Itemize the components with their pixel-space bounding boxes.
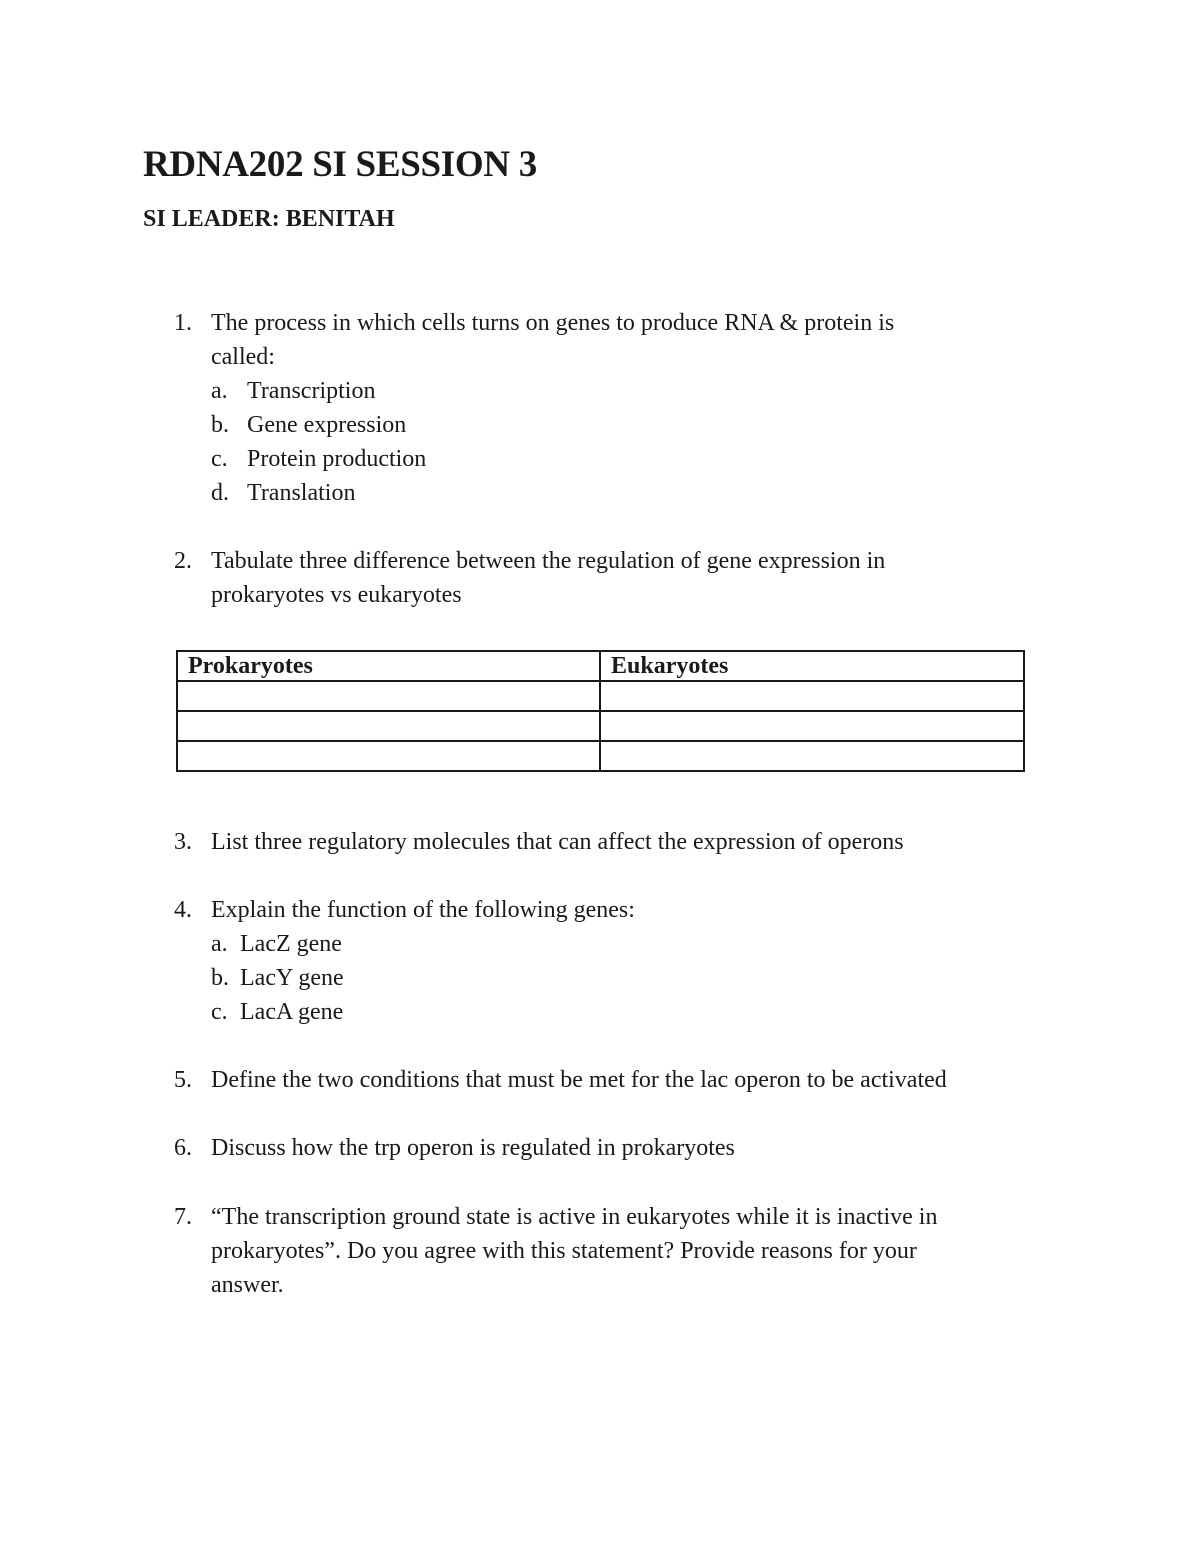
question-line: “The transcription ground state is active in eukaryotes while it is inactive in xyxy=(211,1204,938,1230)
table-cell[interactable] xyxy=(600,681,1024,711)
question-line: prokaryotes vs eukaryotes xyxy=(211,582,462,608)
option-letter: a. xyxy=(211,378,228,404)
table-cell[interactable] xyxy=(177,681,600,711)
option-text: Translation xyxy=(247,480,356,506)
table-row xyxy=(177,741,1024,771)
option-text: Protein production xyxy=(247,446,427,472)
table-row xyxy=(177,711,1024,741)
option-letter: b. xyxy=(211,965,229,991)
option-text: LacY gene xyxy=(240,965,344,991)
column-header-eukaryotes: Eukaryotes xyxy=(600,651,1024,681)
table-cell[interactable] xyxy=(177,741,600,771)
question-line: The process in which cells turns on genes to produce RNA & protein is xyxy=(211,310,895,336)
comparison-table xyxy=(176,650,1025,772)
question-3 xyxy=(174,825,1074,859)
question-number: 6. xyxy=(174,1135,192,1161)
question-2 xyxy=(174,544,1074,612)
question-4 xyxy=(174,893,1074,1029)
option-list xyxy=(174,927,1074,1029)
option-text: LacA gene xyxy=(240,999,344,1025)
question-number: 5. xyxy=(174,1067,192,1093)
option-text: Gene expression xyxy=(247,412,407,438)
question-line: Tabulate three difference between the regulation of gene expression in xyxy=(211,548,886,574)
question-number: 4. xyxy=(174,897,192,923)
table-header-row xyxy=(177,651,1024,681)
option-letter: b. xyxy=(211,412,229,438)
option-item xyxy=(174,927,1074,961)
option-item xyxy=(174,476,1074,510)
option-item xyxy=(174,374,1074,408)
option-item xyxy=(174,995,1074,1029)
question-line: Define the two conditions that must be met for the lac operon to be activated xyxy=(211,1067,947,1093)
question-number: 7. xyxy=(174,1204,192,1230)
option-letter: a. xyxy=(211,931,228,957)
question-number: 1. xyxy=(174,310,192,336)
question-line: List three regulatory molecules that can affect the expression of operons xyxy=(211,829,904,855)
si-leader: SI LEADER: BENITAH xyxy=(143,206,395,232)
question-7 xyxy=(174,1200,1074,1302)
option-letter: c. xyxy=(211,999,228,1025)
table-cell[interactable] xyxy=(600,741,1024,771)
question-number: 2. xyxy=(174,548,192,574)
question-6 xyxy=(174,1131,1074,1165)
option-text: Transcription xyxy=(247,378,376,404)
question-5 xyxy=(174,1063,1074,1097)
option-item xyxy=(174,961,1074,995)
question-number: 3. xyxy=(174,829,192,855)
option-list xyxy=(174,374,1074,510)
question-line: Explain the function of the following genes: xyxy=(211,897,635,923)
page-title: RDNA202 SI SESSION 3 xyxy=(143,144,537,185)
question-line: answer. xyxy=(211,1272,284,1298)
table-cell[interactable] xyxy=(177,711,600,741)
option-item xyxy=(174,408,1074,442)
option-letter: d. xyxy=(211,480,229,506)
option-text: LacZ gene xyxy=(240,931,342,957)
table-cell[interactable] xyxy=(600,711,1024,741)
question-line: called: xyxy=(211,344,275,370)
option-item xyxy=(174,442,1074,476)
table-row xyxy=(177,681,1024,711)
question-1 xyxy=(174,306,1074,510)
column-header-prokaryotes: Prokaryotes xyxy=(177,651,600,681)
option-letter: c. xyxy=(211,446,228,472)
question-line: Discuss how the trp operon is regulated in prokaryotes xyxy=(211,1135,735,1161)
question-line: prokaryotes”. Do you agree with this statement? Provide reasons for your xyxy=(211,1238,917,1264)
